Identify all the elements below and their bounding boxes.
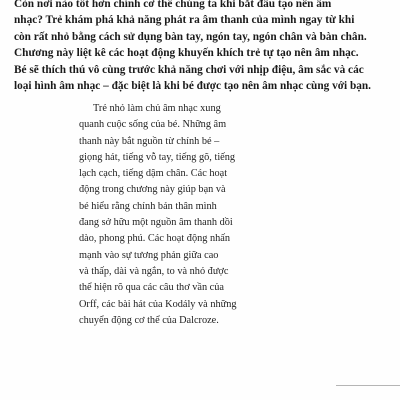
- body-line: Orff, các bài hát của Kodály và những: [79, 298, 237, 310]
- intro-paragraph: [14, 0, 380, 94]
- body-line: chuyển động cơ thể của Dalcroze.: [79, 314, 219, 326]
- body-line: dào, phong phú. Các hoạt động nhấn: [79, 233, 230, 245]
- body-line: lạch cạch, tiếng dậm chân. Các hoạt: [79, 168, 228, 180]
- intro-line: Còn nơi nào tốt hơn chính cơ thể chúng ta khi bắt đầu tạo nên âm: [14, 0, 332, 10]
- bottom-rule: [336, 385, 400, 386]
- body-paragraph: [79, 101, 335, 329]
- body-line: giọng hát, tiếng vỗ tay, tiếng gõ, tiếng: [79, 151, 236, 163]
- body-line: đang sở hữu một nguồn âm thanh dồi: [79, 217, 233, 229]
- intro-line: loại hình âm nhạc – đặc biệt là khi bé được tạo nên âm nhạc cùng với bạn.: [14, 80, 372, 93]
- intro-line: Bé sẽ thích thú vô cùng trước khả năng chơi với nhịp điệu, âm sắc và các: [14, 63, 364, 76]
- body-line: quanh cuộc sống của bé. Những âm: [79, 119, 227, 131]
- body-line: động trong chương này giúp bạn và: [79, 184, 226, 196]
- intro-line: nhạc? Trẻ khám phá khả năng phát ra âm thanh của mình ngay từ khi: [14, 14, 355, 27]
- body-line: thanh này bắt nguồn từ chính bé –: [79, 135, 220, 147]
- body-line: Trẻ nhỏ làm chủ âm nhạc xung: [93, 103, 221, 114]
- intro-line: Chương này liệt kê các hoạt động khuyến khích trẻ tự tạo nên âm nhạc.: [14, 47, 359, 60]
- intro-line: còn rất nhỏ bằng cách sử dụng bàn tay, ngón tay, ngón chân và bàn chân.: [14, 30, 367, 43]
- body-line: thể hiện rõ qua các câu thơ vần của: [79, 282, 224, 294]
- body-line: và thấp, dài và ngắn, to và nhỏ được: [79, 265, 229, 277]
- body-line: bé hiểu rằng chính bản thân mình: [79, 200, 217, 212]
- body-line: mạnh vào sự tương phản giữa cao: [79, 249, 219, 261]
